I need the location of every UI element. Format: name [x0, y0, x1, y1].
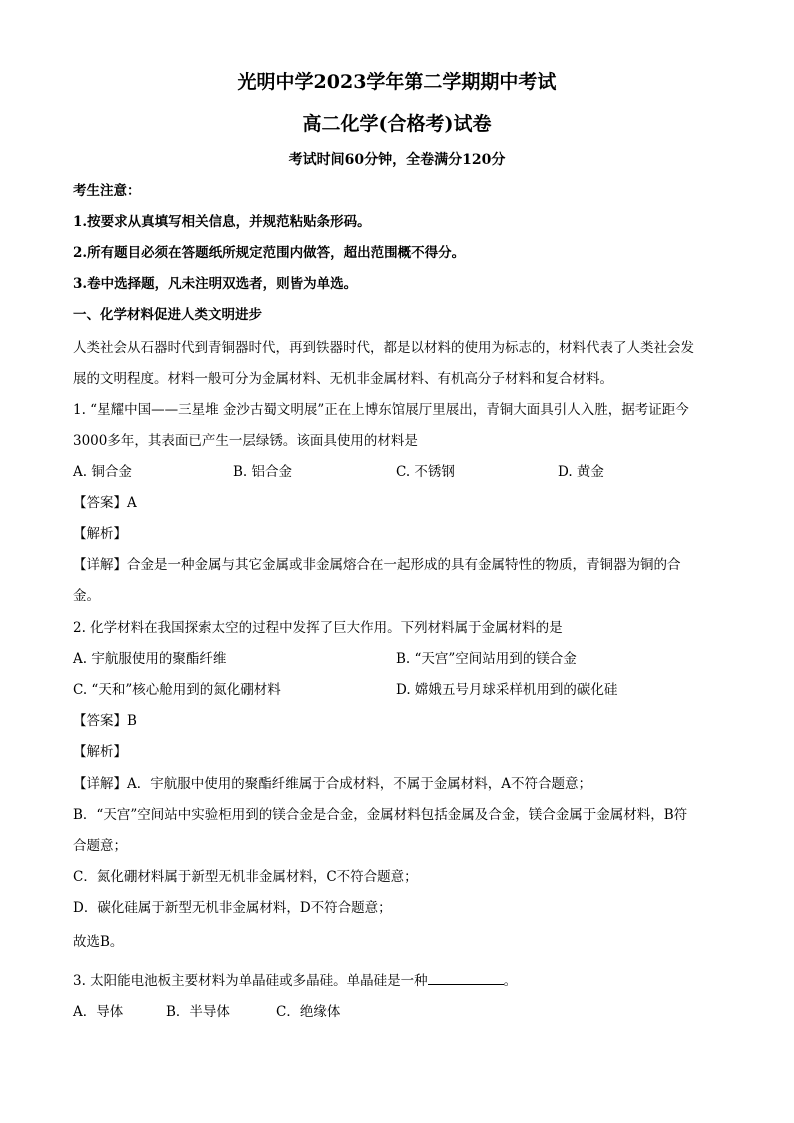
q1-detail-line: 【详解】合金是一种金属与其它金属或非金属熔合在一起形成的具有金属特性的物质，青铜器为铜的合	[73, 557, 681, 573]
q2-option-b: B. “天宫”空间站用到的镁合金	[396, 651, 577, 667]
q2-detail-line: D．碳化硅属于新型无机非金属材料，D不符合题意；	[73, 900, 392, 916]
q2-analysis-label: 【解析】	[73, 744, 127, 760]
q1-stem-line: 1. “星耀中国——三星堆 金沙古蜀文明展”正在上博东馆展厅里展出，青铜大面具引人入胜，据考证距今	[73, 402, 689, 418]
q1-option-c: C. 不锈钢	[396, 464, 455, 480]
q2-detail-line: B．“天宫”空间站中实验柜用到的镁合金是合金，金属材料包括金属及合金，镁合金属于金属材料，B符	[73, 807, 688, 823]
q3-option-c: C．绝缘体	[276, 1004, 341, 1020]
q2-option-d: D. 嫦娥五号月球采样机用到的碳化硅	[396, 682, 618, 698]
q2-option-c: C. “天和”核心舱用到的氮化硼材料	[73, 682, 281, 698]
q1-stem-line: 3000多年，其表面已产生一层绿锈。该面具使用的材料是	[73, 433, 418, 449]
exam-subtitle: 高二化学(合格考)试卷	[302, 113, 492, 135]
section-intro-line: 展的文明程度。材料一般可分为金属材料、无机非金属材料、有机高分子材料和复合材料。	[73, 371, 613, 387]
exam-info: 考试时间60分钟，全卷满分120分	[288, 152, 506, 168]
q1-option-d: D. 黄金	[558, 464, 604, 480]
q2-stem: 2. 化学材料在我国探索太空的过程中发挥了巨大作用。下列材料属于金属材料的是	[73, 620, 563, 636]
q1-option-b: B. 铝合金	[233, 464, 293, 480]
q2-option-a: A. 宇航服使用的聚酯纤维	[73, 651, 227, 667]
notice-item: 3.卷中选择题，凡未注明双选者，则皆为单选。	[73, 276, 358, 292]
q3-answer-blank	[428, 972, 504, 985]
q1-detail-line: 金。	[73, 588, 100, 604]
section-title: 一、化学材料促进人类文明进步	[73, 307, 262, 323]
q2-answer: 【答案】B	[73, 713, 137, 729]
q3-stem	[73, 972, 517, 990]
q3-option-b: B．半导体	[166, 1004, 230, 1020]
q1-option-a: A. 铜合金	[73, 464, 132, 480]
section-intro-line: 人类社会从石器时代到青铜器时代，再到铁器时代，都是以材料的使用为标志的，材料代表了人类社会发	[73, 340, 694, 356]
exam-title: 光明中学2023学年第二学期期中考试	[237, 71, 557, 93]
notice-heading: 考生注意：	[73, 183, 141, 199]
q2-detail-line: 【详解】A．宇航服中使用的聚酯纤维属于合成材料，不属于金属材料，A不符合题意；	[73, 776, 592, 792]
q3-stem-end: 。	[503, 973, 518, 989]
q1-analysis-label: 【解析】	[73, 526, 127, 542]
q2-detail-line: 故选B。	[73, 934, 124, 950]
q2-detail-line: 合题意；	[73, 838, 127, 854]
notice-item: 2.所有题目必须在答题纸所规定范围内做答，超出范围概不得分。	[73, 245, 466, 261]
q3-stem-text: 3. 太阳能电池板主要材料为单晶硅或多晶硅。单晶硅是一种	[73, 973, 428, 989]
q3-option-a: A．导体	[73, 1004, 124, 1020]
q1-answer: 【答案】A	[73, 495, 137, 511]
notice-item: 1.按要求从真填写相关信息，并规范粘贴条形码。	[73, 214, 371, 230]
q2-detail-line: C．氮化硼材料属于新型无机非金属材料，C不符合题意；	[73, 869, 418, 885]
